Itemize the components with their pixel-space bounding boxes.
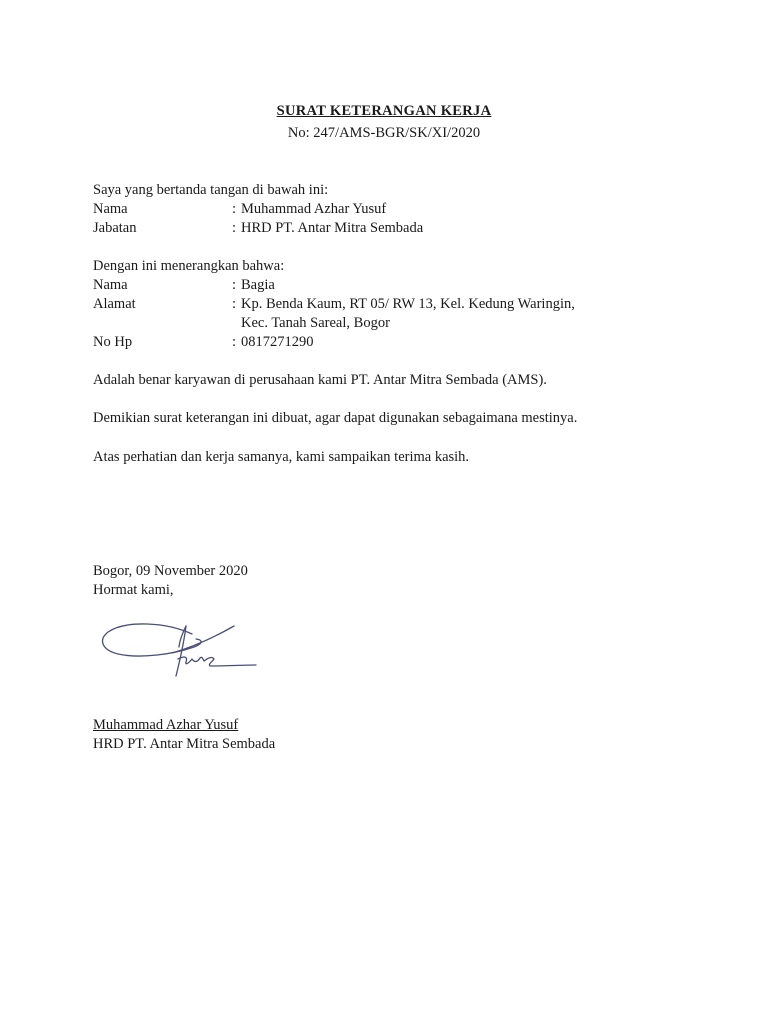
letter-number: No: 247/AMS-BGR/SK/XI/2020 — [287, 125, 481, 141]
paragraph-employment: Adalah benar karyawan di perusahaan kami PT. Antar Mitra Sembada (AMS). — [93, 372, 547, 388]
place-date: Bogor, 09 November 2020 — [93, 563, 248, 579]
employee-address-value-line2: Kec. Tanah Sareal, Bogor — [241, 315, 390, 331]
signature-name: Muhammad Azhar Yusuf — [93, 717, 239, 733]
signer-position-colon: : — [232, 220, 237, 236]
employee-phone-colon: : — [232, 334, 237, 350]
employee-name-colon: : — [232, 277, 237, 293]
employee-address-colon: : — [232, 296, 237, 312]
employee-phone-value: 0817271290 — [241, 334, 314, 350]
employee-phone-label: No Hp — [93, 334, 133, 350]
closing-greeting: Hormat kami, — [93, 582, 174, 598]
signer-name-label: Nama — [93, 201, 128, 217]
statement-intro: Dengan ini menerangkan bahwa: — [93, 258, 285, 274]
signer-name-colon: : — [232, 201, 237, 217]
employee-name-value: Bagia — [241, 277, 275, 293]
employee-name-label: Nama — [93, 277, 128, 293]
paragraph-thanks: Atas perhatian dan kerja samanya, kami sampaikan terima kasih. — [93, 449, 470, 465]
letter-title: SURAT KETERANGAN KERJA — [276, 103, 492, 119]
handwritten-signature — [96, 612, 266, 690]
signer-position-label: Jabatan — [93, 220, 137, 236]
intro-text: Saya yang bertanda tangan di bawah ini: — [93, 182, 329, 198]
employee-address-label: Alamat — [93, 296, 136, 312]
signer-position-value: HRD PT. Antar Mitra Sembada — [241, 220, 424, 236]
signer-name-value: Muhammad Azhar Yusuf — [241, 201, 387, 217]
signature-title: HRD PT. Antar Mitra Sembada — [93, 736, 276, 752]
employee-address-value: Kp. Benda Kaum, RT 05/ RW 13, Kel. Kedung Waringin, — [241, 296, 575, 312]
signature-strokes — [103, 624, 256, 676]
paragraph-purpose: Demikian surat keterangan ini dibuat, agar dapat digunakan sebagaimana mestinya. — [93, 410, 578, 426]
